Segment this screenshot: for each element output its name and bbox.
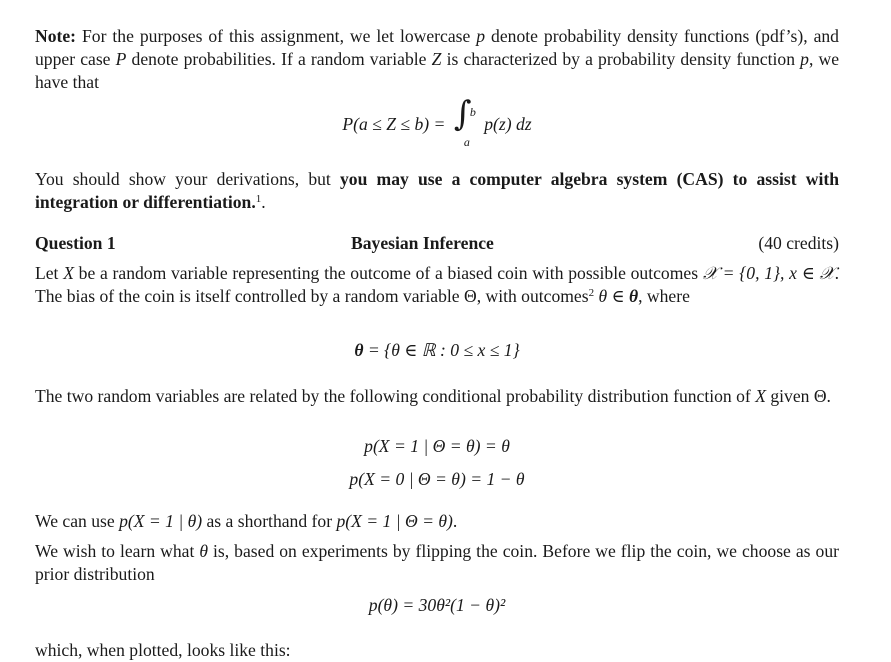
intro-paragraph: Let X be a random variable representing the outcome of a biased coin with possible outcomes 𝒳 = {0, 1}, x ∈ 𝒳. The bias of the coin is itself controlled by a random variable Θ, with outcomes$^2$ θ ∈ θ, where [35, 263, 839, 306]
question-header [35, 232, 839, 255]
theta-set-equation: θ = {θ ∈ ℝ : 0 ≤ x ≤ 1} [354, 340, 520, 360]
derivation-paragraph: You should show your derivations, but you may use a computer algebra system (CAS) to assist with integration or differentiation.$^1$. [35, 169, 839, 212]
integral-sign: ∫ b a [450, 109, 480, 139]
conditional-equation-2: p(X = 0 | Θ = θ) = 1 − θ [349, 469, 525, 489]
shorthand-paragraph: We can use p(X = 1 | θ) as a shorthand for p(X = 1 | Θ = θ). [35, 511, 458, 531]
integral-lower: a [463, 135, 470, 149]
conditional-equation-1: p(X = 1 | Θ = θ) = θ [364, 436, 510, 456]
footnote-mark-2: 2 [588, 287, 595, 299]
integral-upper: b [469, 105, 476, 119]
prior-equation: p(θ) = 30θ²(1 − θ)² [368, 595, 506, 615]
integral-lhs: P(a ≤ Z ≤ b) = [342, 114, 446, 134]
learn-paragraph: We wish to learn what θ is, based on experiments by flipping the coin. Before we flip the coin, we choose as our prior distribution [35, 541, 839, 584]
question-credits: (40 credits) [758, 233, 839, 253]
integral-integrand: p(z) dz [484, 114, 532, 134]
relation-paragraph: The two random variables are related by the following conditional probability distribution function of X given Θ. [35, 386, 831, 406]
question-title: Bayesian Inference [351, 233, 494, 253]
document-page [35, 25, 839, 662]
question-number: Question 1 [35, 233, 116, 253]
note-label: Note: [35, 26, 77, 46]
footnote-mark-1: 1 [255, 193, 262, 205]
note-paragraph: Note: For the purposes of this assignment, we let lowercase p denote probability density functions (pdf’s), and upper case P denote probabilities. If a random variable Z is characterized by a probability density function p, we have that [35, 26, 840, 92]
plotted-text: which, when plotted, looks like this: [35, 640, 291, 660]
integral-equation [35, 94, 839, 149]
